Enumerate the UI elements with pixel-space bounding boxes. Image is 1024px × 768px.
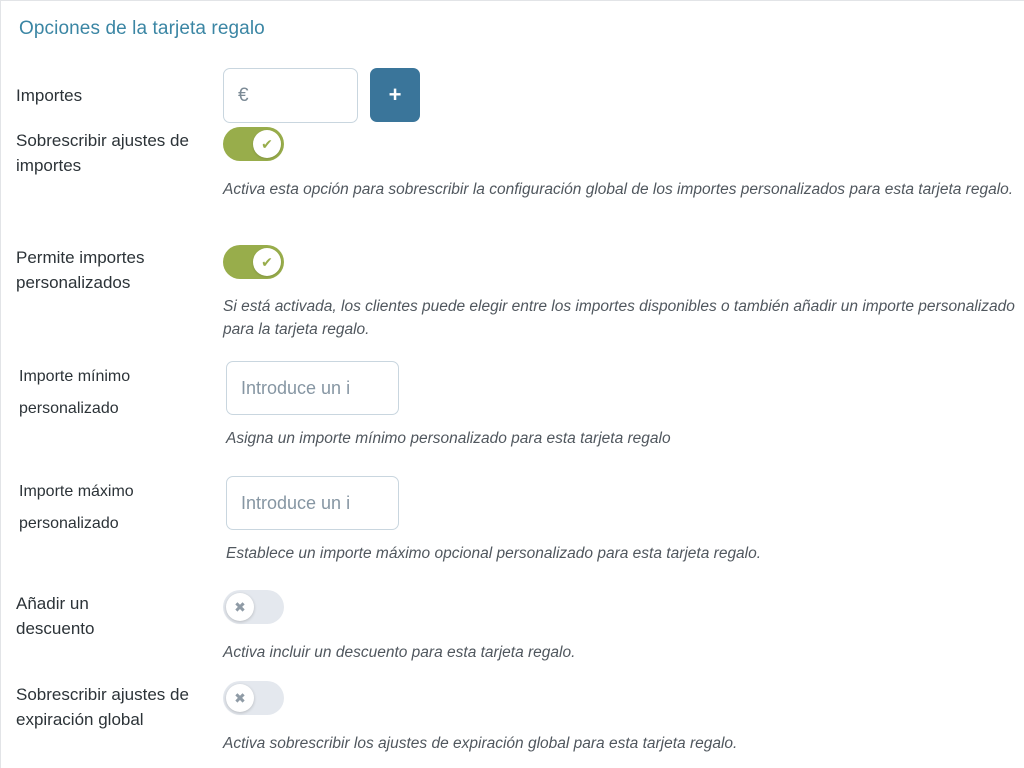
override-expiration-label: Sobrescribir ajustes de expiración global [16,685,189,729]
override-amounts-toggle[interactable] [223,127,284,161]
check-icon: ✔ [253,248,281,276]
min-amount-field[interactable] [226,361,399,415]
discount-toggle[interactable] [223,590,284,624]
amounts-input[interactable] [255,85,357,106]
custom-amounts-description: Si está activada, los clientes puede elegir entre los importes disponibles o también añadir un importe personalizado para la tarjeta regalo. [223,298,1015,338]
override-amounts-label: Sobrescribir ajustes de importes [16,131,189,175]
min-amount-input[interactable] [241,378,398,399]
max-amount-field[interactable] [226,476,399,530]
max-amount-input[interactable] [241,493,398,514]
min-amount-description: Asigna un importe mínimo personalizado para esta tarjeta regalo [226,430,671,447]
add-amount-button[interactable] [370,68,420,122]
check-icon: ✔ [253,130,281,158]
plus-icon: + [388,82,402,107]
override-amounts-description: Activa esta opción para sobrescribir la configuración global de los importes personalizados para esta tarjeta regalo. [223,181,1014,198]
custom-amounts-toggle[interactable] [223,245,284,279]
override-expiration-description: Activa sobrescribir los ajustes de expiración global para esta tarjeta regalo. [223,735,738,752]
override-expiration-toggle[interactable] [223,681,284,715]
max-amount-label: Importe máximo personalizado [19,483,134,532]
amounts-field[interactable] [223,68,358,123]
max-amount-description: Establece un importe máximo opcional personalizado para esta tarjeta regalo. [226,545,762,562]
x-icon: ✖ [226,684,254,712]
x-icon: ✖ [226,593,254,621]
section-title: Opciones de la tarjeta regalo [19,18,265,39]
min-amount-label: Importe mínimo personalizado [19,368,131,417]
currency-symbol: € [238,84,249,106]
discount-label: Añadir un descuento [16,594,95,638]
discount-description: Activa incluir un descuento para esta tarjeta regalo. [223,644,576,661]
custom-amounts-label: Permite importes personalizados [16,248,145,292]
amounts-label: Importes [16,86,83,105]
